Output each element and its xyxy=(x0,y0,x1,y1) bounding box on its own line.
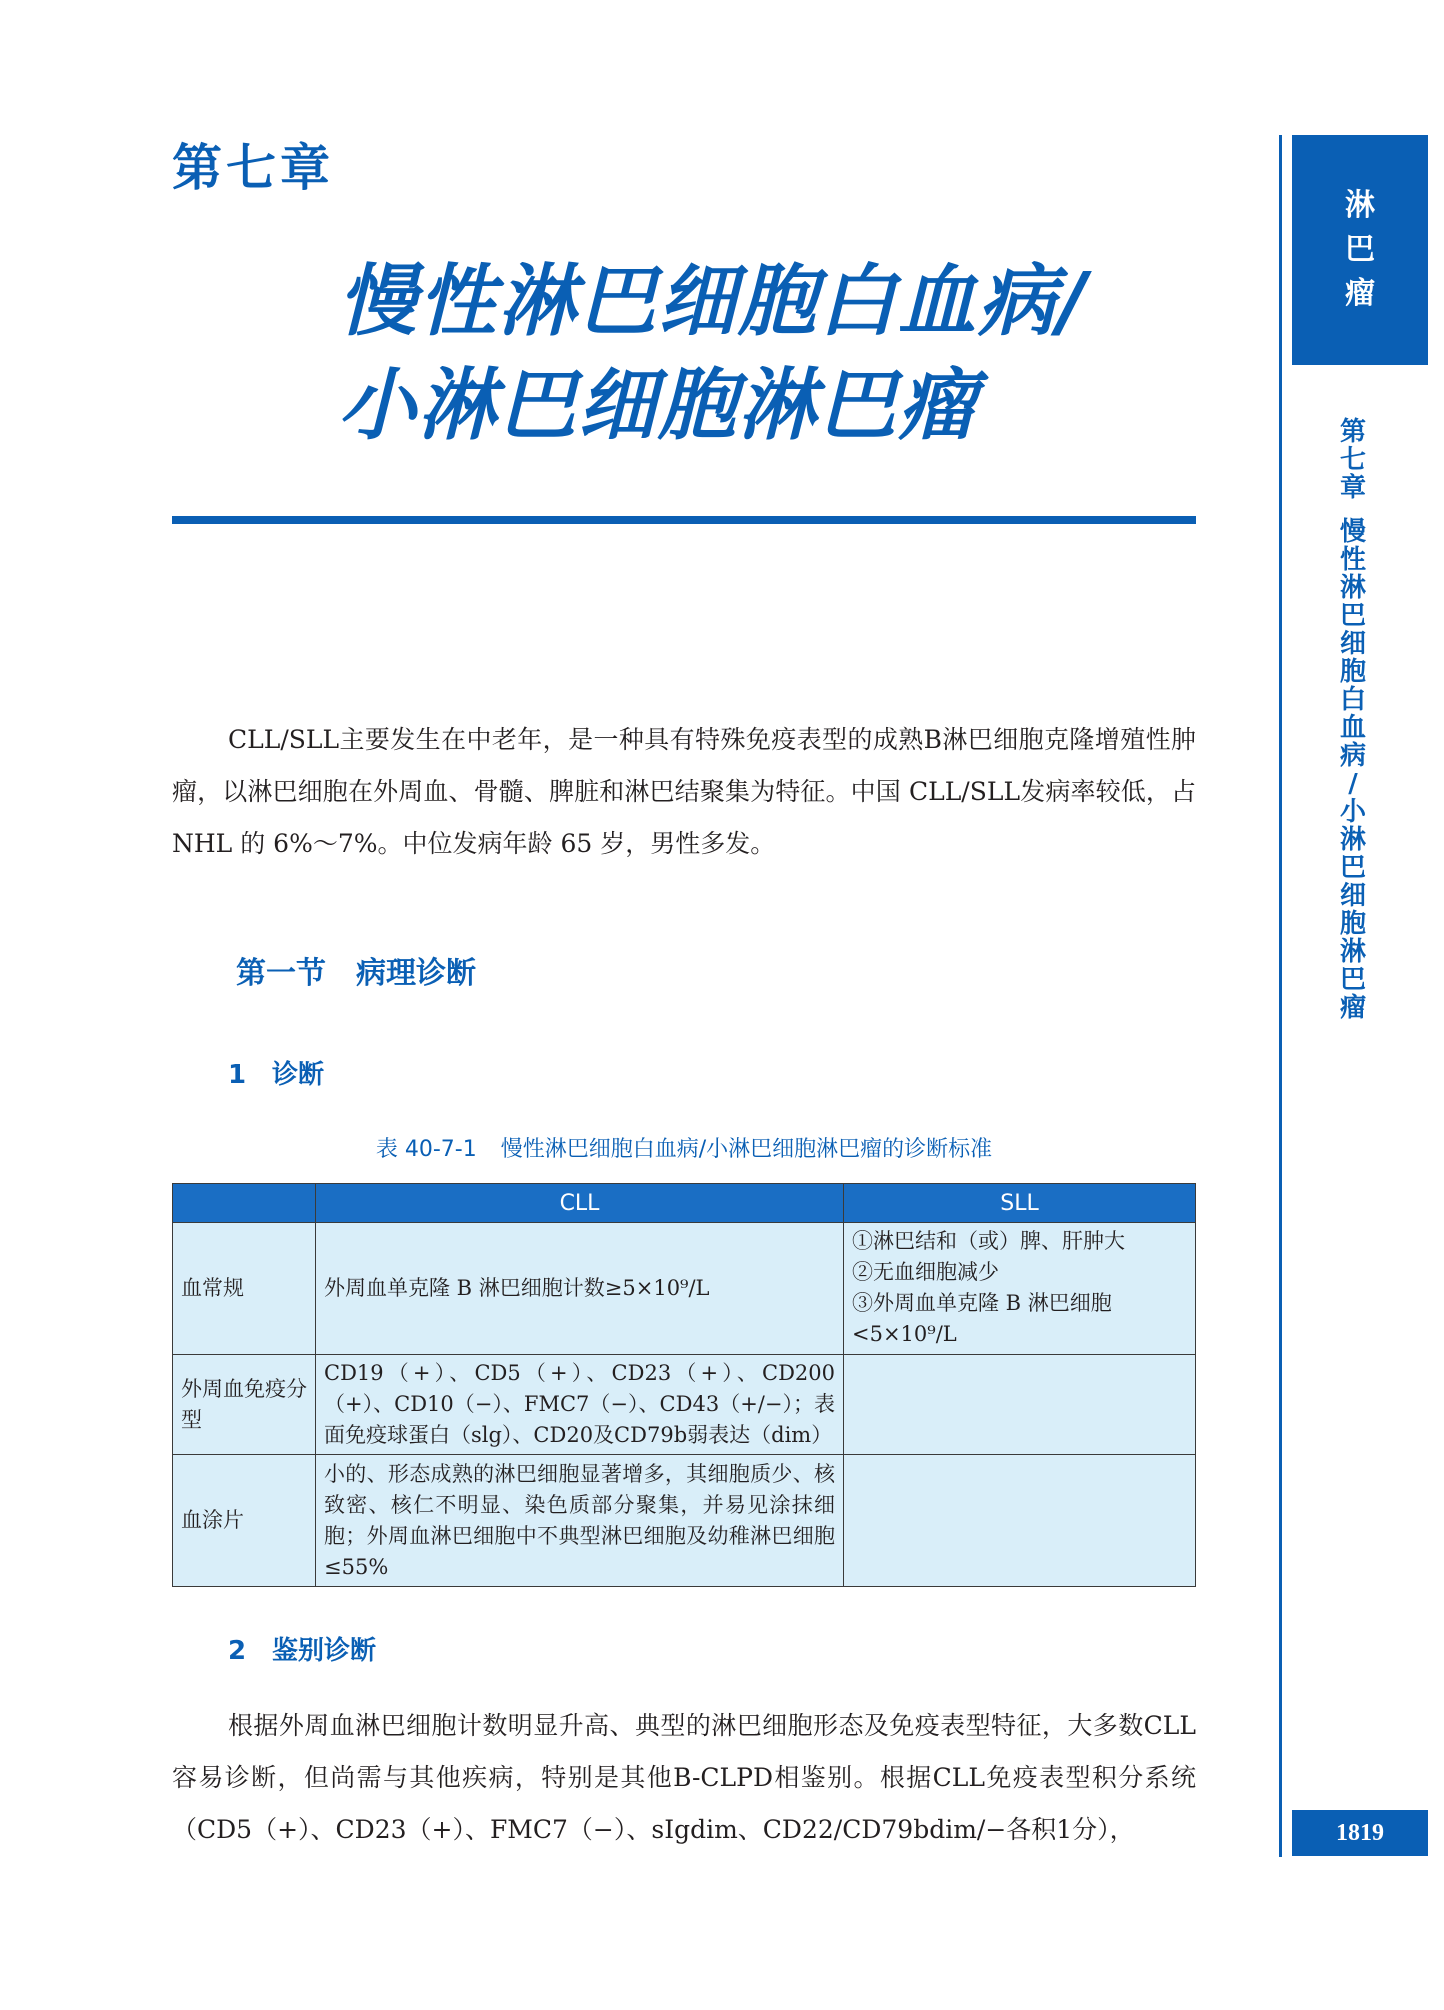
cll-cell: CD19（+）、CD5（+）、CD23（+）、CD200（+）、CD10（−）、FMC7（−）、CD43（+/−）；表面免疫球蛋白（slg）、CD20及CD79b弱表达（dim） xyxy=(316,1355,844,1455)
running-char: 瘤 xyxy=(1339,993,1366,1023)
sll-criterion: ②无血细胞减少 xyxy=(852,1260,999,1284)
table-caption-title: 慢性淋巴细胞白血病/小淋巴细胞淋巴瘤的诊断标准 xyxy=(500,1137,993,1162)
chapter-title-line-1: 慢性淋巴细胞白血病/ xyxy=(338,257,1089,347)
subsection-heading-diagnosis xyxy=(228,1054,324,1091)
row-label: 血常规 xyxy=(173,1223,316,1355)
subsection-title: 诊断 xyxy=(272,1060,325,1090)
table-header-empty xyxy=(173,1184,316,1223)
table-row xyxy=(173,1455,1196,1587)
subsection-number: 1 xyxy=(228,1060,247,1090)
table-caption xyxy=(172,1132,1196,1163)
running-char: 第 xyxy=(1339,417,1366,447)
running-char: 章 xyxy=(1339,473,1366,503)
running-char: 胞 xyxy=(1339,657,1366,687)
sll-cell xyxy=(844,1455,1196,1587)
running-char: 胞 xyxy=(1339,909,1366,939)
subsection-number: 2 xyxy=(228,1636,247,1666)
chapter-label: 第七章 xyxy=(172,139,334,197)
cll-cell: 小的、形态成熟的淋巴细胞显著增多，其细胞质少、核致密、核仁不明显、染色质部分聚集，并易见涂抹细胞；外周血淋巴细胞中不典型淋巴细胞及幼稚淋巴细胞≤55% xyxy=(316,1455,844,1587)
side-tab-char: 瘤 xyxy=(1345,276,1375,311)
side-running-head xyxy=(1336,418,1370,1022)
table-row xyxy=(173,1355,1196,1455)
running-char: 血 xyxy=(1339,713,1366,743)
side-vertical-rule xyxy=(1279,135,1282,1857)
running-char: 巴 xyxy=(1339,853,1366,883)
running-char: 小 xyxy=(1339,797,1366,827)
running-char: 淋 xyxy=(1339,937,1366,967)
section-heading xyxy=(236,948,476,992)
chapter-title xyxy=(338,250,1089,458)
table-header-row xyxy=(173,1184,1196,1223)
subsection-heading-differential xyxy=(228,1630,376,1667)
running-char: 病 xyxy=(1339,741,1366,771)
side-tab-char: 淋 xyxy=(1345,188,1375,223)
running-char: 巴 xyxy=(1339,601,1366,631)
running-char: 巴 xyxy=(1339,965,1366,995)
running-char: 白 xyxy=(1339,685,1366,715)
table-header-sll: SLL xyxy=(844,1184,1196,1223)
running-char: 淋 xyxy=(1339,573,1366,603)
page-number: 1819 xyxy=(1292,1810,1428,1856)
table-caption-number: 表 40-7-1 xyxy=(375,1137,477,1162)
sll-cell xyxy=(844,1223,1196,1355)
section-number: 第一节 xyxy=(236,956,326,991)
running-char: 淋 xyxy=(1339,825,1366,855)
running-char: 七 xyxy=(1339,445,1366,475)
running-char: 性 xyxy=(1339,545,1366,575)
sll-criterion: ①淋巴结和（或）脾、肝肿大 xyxy=(852,1229,1125,1253)
title-divider xyxy=(172,516,1196,524)
sll-criterion: ③外周血单克隆 B 淋巴细胞<5×10⁹/L xyxy=(852,1291,1112,1346)
chapter-title-line-2: 小淋巴细胞淋巴瘤 xyxy=(338,361,979,451)
table-row xyxy=(173,1223,1196,1355)
running-char: / xyxy=(1348,769,1358,799)
running-char: 慢 xyxy=(1339,517,1366,547)
running-char: 细 xyxy=(1339,881,1366,911)
running-char: 细 xyxy=(1339,629,1366,659)
cll-cell: 外周血单克隆 B 淋巴细胞计数≥5×10⁹/L xyxy=(316,1223,844,1355)
sll-cell xyxy=(844,1355,1196,1455)
diagnostic-criteria-table xyxy=(172,1183,1196,1587)
side-tab-lymphoma xyxy=(1292,135,1428,365)
row-label: 外周血免疫分型 xyxy=(173,1355,316,1455)
differential-paragraph: 根据外周血淋巴细胞计数明显升高、典型的淋巴细胞形态及免疫表型特征，大多数CLL容易诊断，但尚需与其他疾病，特别是其他B-CLPD相鉴别。根据CLL免疫表型积分系统（CD5（+）、CD23（+）、FMC7（−）、sIgdim、CD22/CD79bdim/−各积1分）， xyxy=(172,1711,1196,1844)
side-tab-char: 巴 xyxy=(1345,232,1375,267)
table-header-cll: CLL xyxy=(316,1184,844,1223)
row-label: 血涂片 xyxy=(173,1455,316,1587)
subsection-title: 鉴别诊断 xyxy=(272,1636,377,1666)
intro-paragraph: CLL/SLL主要发生在中老年，是一种具有特殊免疫表型的成熟B淋巴细胞克隆增殖性肿瘤，以淋巴细胞在外周血、骨髓、脾脏和淋巴结聚集为特征。中国 CLL/SLL发病率较低，占 NHL 的 6%～7%。中位发病年龄 65 岁，男性多发。 xyxy=(172,725,1196,858)
section-title: 病理诊断 xyxy=(356,956,476,991)
